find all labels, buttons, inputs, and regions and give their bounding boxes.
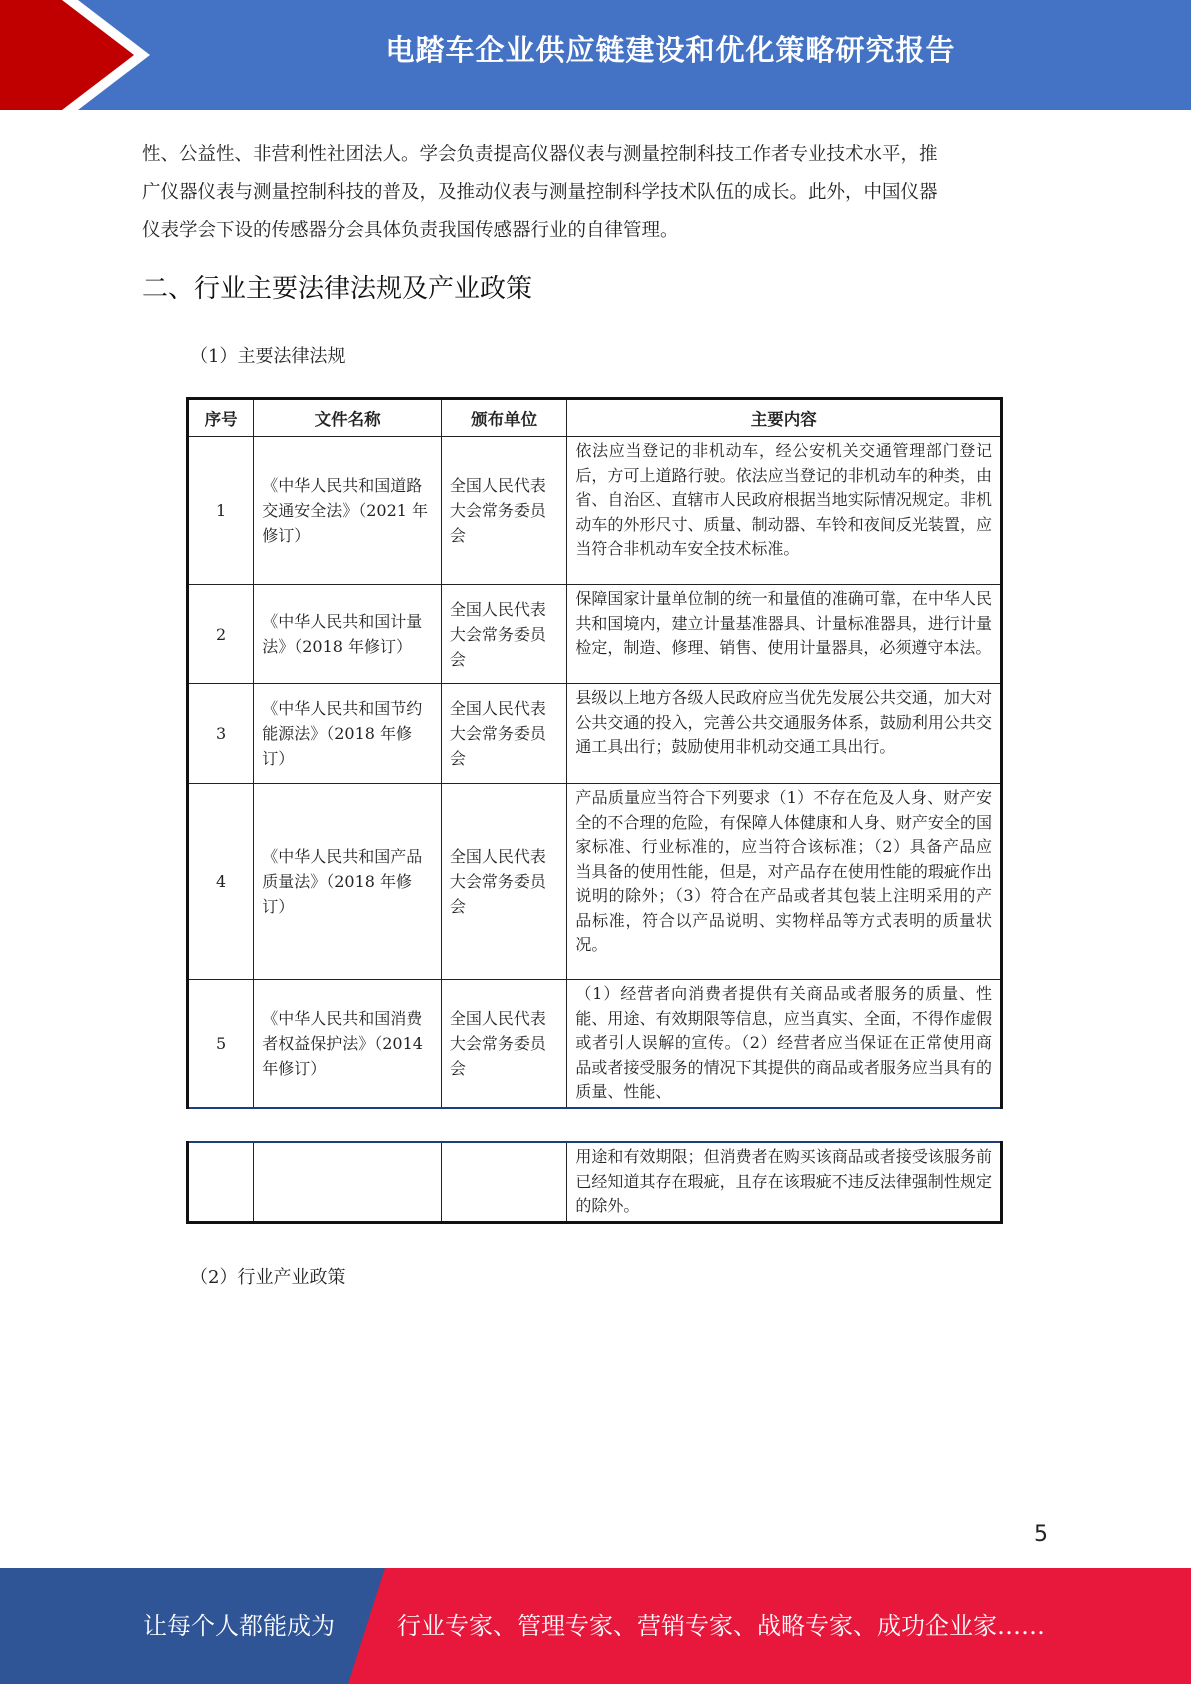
intro-line: 性、公益性、非营利性社团法人。学会负责提高仪器仪表与测量控制科技工作者专业技术水平，推 [142, 144, 938, 165]
table-row [188, 784, 1002, 980]
footer-slogan-left: 让每个人都能成为 [143, 1612, 335, 1640]
laws-table-continuation [186, 1141, 1003, 1224]
cell-seq: 1 [188, 437, 254, 585]
cell-name: 《中华人民共和国消费者权益保护法》（2014 年修订） [254, 980, 442, 1108]
header-banner [0, 0, 1191, 110]
intro-line: 广仪器仪表与测量控制科技的普及，及推动仪表与测量控制科学技术队伍的成长。此外，中国仪器 [142, 182, 938, 203]
cell-seq: 4 [188, 784, 254, 980]
footer-banner [0, 1568, 1191, 1684]
cell-content: 产品质量应当符合下列要求（1）不存在危及人身、财产安全的不合理的危险，有保障人体健康和人身、财产安全的国家标准、行业标准的，应当符合该标准；（2）具备产品应当具备的使用性能，但是，对产品存在使用性能的瑕疵作出说明的除外；（3）符合在产品或者其包装上注明采用的产品标准，符合以产品说明、实物样品等方式表明的质量状况。 [567, 784, 1002, 980]
table-row [188, 437, 1002, 585]
cell-content: 县级以上地方各级人民政府应当优先发展公共交通，加大对公共交通的投入，完善公共交通服务体系，鼓励利用公共交通工具出行；鼓励使用非机动交通工具出行。 [567, 684, 1002, 784]
report-title: 电踏车企业供应链建设和优化策略研究报告 [385, 33, 956, 67]
header-issuer: 颁布单位 [441, 399, 566, 437]
footer-slogan-right: 行业专家、管理专家、营销专家、战略专家、成功企业家…… [397, 1612, 1045, 1640]
table-header-row [188, 399, 1002, 437]
cell-issuer: 全国人民代表大会常务委员会 [441, 980, 566, 1108]
table-row [188, 1142, 1002, 1222]
cell-name [254, 1142, 442, 1222]
cell-name: 《中华人民共和国计量法》（2018 年修订） [254, 585, 442, 684]
cell-issuer: 全国人民代表大会常务委员会 [441, 437, 566, 585]
intro-line: 仪表学会下设的传感器分会具体负责我国传感器行业的自律管理。 [142, 220, 679, 241]
cell-seq: 2 [188, 585, 254, 684]
cell-issuer: 全国人民代表大会常务委员会 [441, 684, 566, 784]
cell-seq: 5 [188, 980, 254, 1108]
header-content: 主要内容 [567, 399, 1002, 437]
page-number: 5 [1034, 1522, 1048, 1547]
intro-paragraph [142, 136, 1047, 250]
cell-issuer [441, 1142, 566, 1222]
cell-name: 《中华人民共和国节约能源法》（2018 年修订） [254, 684, 442, 784]
cell-issuer: 全国人民代表大会常务委员会 [441, 585, 566, 684]
header-seq: 序号 [188, 399, 254, 437]
table-row [188, 585, 1002, 684]
cell-content: （1）经营者向消费者提供有关商品或者服务的质量、性能、用途、有效期限等信息，应当真实、全面，不得作虚假或者引人误解的宣传。（2）经营者应当保证在正常使用商品或者接受服务的情况下其提供的商品或者服务应当具有的质量、性能、 [567, 980, 1002, 1108]
section-heading: 二、行业主要法律法规及产业政策 [142, 274, 533, 304]
cell-seq: 3 [188, 684, 254, 784]
cell-issuer: 全国人民代表大会常务委员会 [441, 784, 566, 980]
subheading-laws: （1）主要法律法规 [190, 346, 346, 367]
header-name: 文件名称 [254, 399, 442, 437]
subheading-policies: （2）行业产业政策 [190, 1267, 346, 1288]
cell-content: 保障国家计量单位制的统一和量值的准确可靠，在中华人民共和国境内，建立计量基准器具、计量标准器具，进行计量检定，制造、修理、销售、使用计量器具，必须遵守本法。 [567, 585, 1002, 684]
cell-name: 《中华人民共和国产品质量法》（2018 年修订） [254, 784, 442, 980]
cell-content: 用途和有效期限；但消费者在购买该商品或者接受该服务前已经知道其存在瑕疵，且存在该瑕疵不违反法律强制性规定的除外。 [567, 1142, 1002, 1222]
cell-content: 依法应当登记的非机动车，经公安机关交通管理部门登记后，方可上道路行驶。依法应当登记的非机动车的种类，由省、自治区、直辖市人民政府根据当地实际情况规定。非机动车的外形尺寸、质量、制动器、车铃和夜间反光装置，应当符合非机动车安全技术标准。 [567, 437, 1002, 585]
cell-seq [188, 1142, 254, 1222]
laws-table [186, 397, 1003, 1109]
cell-name: 《中华人民共和国道路交通安全法》（2021 年修订） [254, 437, 442, 585]
table-row [188, 684, 1002, 784]
table-row [188, 980, 1002, 1108]
header-arrow-decoration [0, 0, 160, 110]
